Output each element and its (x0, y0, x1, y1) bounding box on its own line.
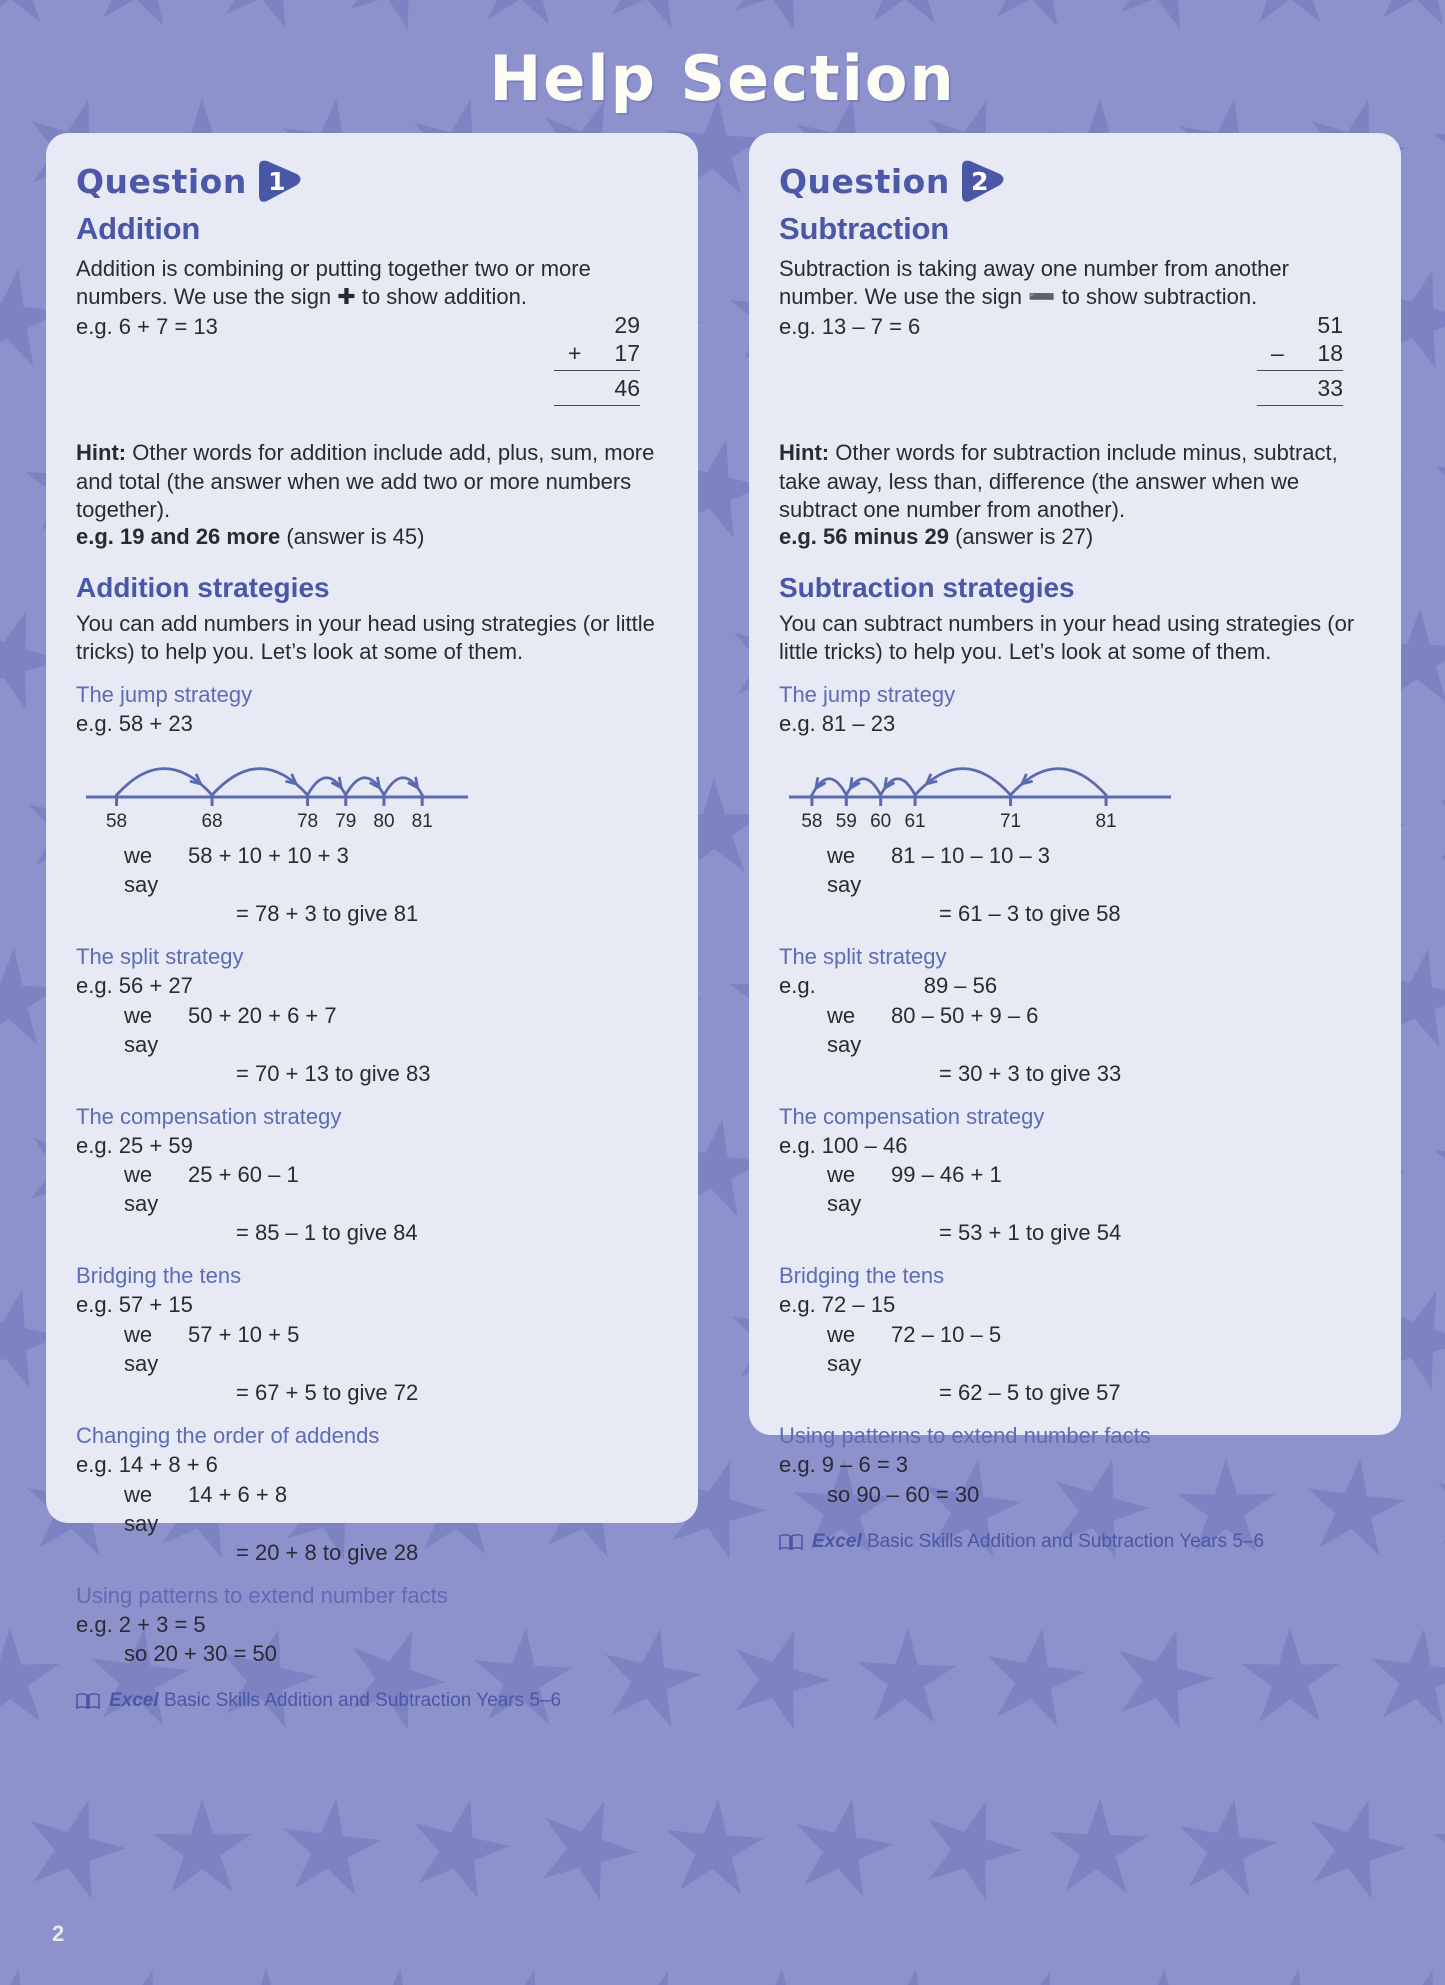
strategy-heading: Using patterns to extend number facts (779, 1422, 1151, 1448)
strategy-result: = 85 – 1 to give 84 (236, 1220, 418, 1246)
vsum-answer-row-1 (554, 374, 640, 402)
strategy-working-line (76, 1059, 668, 1088)
strategy-list-2 (779, 944, 1371, 1509)
strategy-working (76, 1001, 668, 1088)
strategy-example: e.g. 72 – 15 (779, 1292, 896, 1318)
example-row-1 (76, 311, 668, 409)
star-shape (0, 0, 60, 22)
strategy-example: e.g. 2 + 3 = 5 (76, 1611, 206, 1637)
working-result-2: = 61 – 3 to give 58 (939, 900, 1121, 926)
strategy-expression: 50 + 20 + 6 + 7 (188, 1002, 337, 1028)
vsum-top-1: 29 (614, 312, 640, 339)
star-shape (992, 1971, 1086, 1985)
star-shape (1438, 1460, 1445, 1559)
jump-strategy-working-1 (76, 841, 668, 928)
working-say-label-1: we say (124, 842, 159, 897)
strategy-working-line (76, 1378, 668, 1407)
working-result-1: = 78 + 3 to give 81 (236, 900, 419, 926)
working-line-say-2 (779, 841, 1371, 899)
strategy-working-line (76, 1320, 668, 1378)
strategies-title-2: Subtraction strategies (779, 571, 1075, 603)
strategy-say-label: we say (124, 1481, 159, 1536)
strategy-working-line (779, 1059, 1371, 1088)
strategy-heading: Changing the order of addends (76, 1422, 380, 1448)
number-line-tick-label: 68 (201, 810, 223, 832)
hint-text-2: Other words for subtraction include minus, subtract, take away, less than, difference (the answer when we subtract one number from another). (779, 440, 1338, 522)
star-shape (351, 0, 446, 30)
star-shape (666, 1798, 765, 1894)
star-shape (797, 1799, 894, 1897)
hint-label-2: Hint: (779, 440, 830, 466)
inline-example-2: e.g. 13 – 7 = 6 (779, 314, 921, 340)
star-shape (988, 0, 1086, 26)
hint-example-rest-1: (answer is 45) (286, 523, 425, 549)
strategy-say-label: we say (827, 1002, 862, 1057)
jump-strategy-heading-2: The jump strategy (779, 682, 956, 708)
strategy-say-label: we say (124, 1002, 159, 1057)
strategy-example: e.g. 100 – 46 (779, 1132, 908, 1158)
question-header-1 (76, 159, 668, 203)
vsum-rule-top-1 (554, 370, 640, 371)
working-expression-2: 81 – 10 – 10 – 3 (891, 842, 1051, 868)
strategy-result: = 62 – 5 to give 57 (939, 1379, 1121, 1405)
number-line-svg (76, 751, 476, 833)
strategy-expression: so 90 – 60 = 30 (827, 1481, 980, 1507)
vsum-rule-bottom-1 (554, 405, 640, 406)
star-shape (861, 1969, 958, 1985)
vsum-answer-row-2 (1257, 374, 1343, 402)
jump-strategy-heading-1: The jump strategy (76, 682, 253, 708)
jump-strategy-example-2: e.g. 81 – 23 (779, 711, 896, 737)
strategy-example: e.g. 25 + 59 (76, 1132, 193, 1158)
strategy-say-label: we say (827, 1321, 862, 1376)
number-line-tick-label: 79 (335, 810, 357, 832)
strategy-working (76, 1320, 668, 1407)
strategy-working-line (76, 1480, 668, 1538)
star-shape (1049, 1798, 1148, 1893)
reference-title-2: Basic Skills Addition and Subtraction Years 5–6 (866, 1530, 1265, 1552)
question-label-2: Question (779, 161, 950, 201)
vsum-sign-1: + (568, 340, 582, 367)
star-shape (736, 0, 830, 30)
strategies-intro-1: You can add numbers in your head using strategies (or little tricks) to help you. Let’s look at some of them. (76, 610, 655, 665)
working-line-say-1 (76, 841, 668, 899)
number-line-tick-label: 58 (105, 810, 128, 832)
page-number: 2 (52, 1921, 65, 1946)
number-line-diagram-2 (779, 751, 1371, 833)
star-shape (222, 0, 318, 28)
strategy-heading: The split strategy (76, 943, 244, 969)
strategy-working (779, 1160, 1371, 1247)
vsum-bottom-1: 17 (614, 340, 640, 367)
vsum-bottom-row-2 (1257, 339, 1343, 367)
hint-example-2 (779, 524, 1371, 550)
strategy-working (779, 1001, 1371, 1088)
strategy-working-line (779, 1378, 1371, 1407)
strategy-working (779, 1480, 1371, 1509)
vsum-bottom-row-1 (554, 339, 640, 367)
strategy-working-line (76, 1538, 668, 1567)
star-shape (153, 1798, 252, 1892)
star-shape (347, 1968, 445, 1985)
strategy-heading: Using patterns to extend number facts (76, 1582, 448, 1608)
star-shape (1375, 1970, 1445, 1985)
star-shape (1436, 439, 1445, 537)
vsum-bottom-2: 18 (1317, 340, 1343, 367)
reference-text-2 (812, 1531, 1264, 1553)
star-shape (857, 0, 956, 23)
star-shape (91, 0, 189, 25)
strategy-result: = 67 + 5 to give 72 (236, 1379, 419, 1405)
question-number-text-1: 1 (268, 166, 286, 196)
star-shape (1433, 1798, 1445, 1892)
number-line-diagram-1 (76, 751, 668, 833)
vertical-sum-2 (1257, 311, 1343, 409)
question-card-2 (749, 133, 1401, 1552)
working-line-result-2 (779, 899, 1371, 928)
strategy-working-line (779, 1480, 1371, 1509)
strategy-working-line (779, 1320, 1371, 1378)
strategy-heading: The compensation strategy (76, 1103, 342, 1129)
star-shape (474, 0, 573, 24)
vsum-top-2: 51 (1317, 312, 1343, 339)
strategies-title-1: Addition strategies (76, 571, 330, 603)
reference-brand-2: Excel (812, 1530, 862, 1552)
working-line-result-1 (76, 899, 668, 928)
strategy-working (76, 1639, 668, 1668)
reference-brand-1: Excel (109, 1690, 159, 1712)
star-shape (1180, 1799, 1278, 1897)
jump-strategy-working-2 (779, 841, 1371, 928)
hint-label-1: Hint: (76, 440, 127, 466)
hint-example-bold-2: e.g. 56 minus 29 (779, 523, 949, 549)
star-shape (543, 1801, 638, 1900)
strategy-working-line (779, 1160, 1371, 1218)
vsum-answer-2: 33 (1317, 375, 1343, 402)
book-reference-2 (779, 1531, 1371, 1553)
jump-strategy-example-1: e.g. 58 + 23 (76, 711, 193, 737)
operation-title-1: Addition (76, 211, 201, 246)
strategy-example: e.g. 57 + 15 (76, 1292, 193, 1318)
working-say-label-2: we say (827, 842, 862, 897)
hint-example-1 (76, 524, 668, 550)
number-line-tick-label: 81 (411, 810, 433, 832)
strategy-working-line (76, 1639, 668, 1668)
number-line-tick-label: 78 (296, 810, 319, 832)
open-book-icon (779, 1533, 803, 1551)
star-shape (1113, 1968, 1212, 1985)
hint-text-1: Other words for addition include add, plus, sum, more and total (the answer when we add two or more numbers together). (76, 440, 655, 522)
star-shape (988, 1629, 1086, 1727)
star-shape (95, 1970, 190, 1985)
question-card-1 (46, 133, 698, 1712)
star-shape (1311, 1800, 1406, 1899)
example-row-2 (779, 311, 1371, 409)
content-columns (46, 133, 1401, 1712)
star-shape (217, 1968, 316, 1985)
question-label-1: Question (76, 161, 247, 201)
operation-intro-2: Subtraction is taking away one number from another number. We use the sign ➖ to show subtraction. (779, 256, 1289, 310)
number-line-tick-label: 58 (801, 810, 823, 832)
strategy-example: e.g. 9 – 6 = 3 (779, 1451, 909, 1477)
number-line-tick-label: 59 (835, 810, 857, 832)
star-shape (1434, 1118, 1445, 1214)
question-number-badge-1 (257, 159, 303, 203)
strategy-heading: The split strategy (779, 943, 947, 969)
operation-title-2: Subtraction (779, 211, 950, 246)
operation-intro-1: Addition is combining or putting together two or more numbers. We use the sign ✚ to show addition. (76, 256, 591, 310)
vsum-top-row-1 (554, 311, 640, 339)
number-line-tick-label: 81 (1095, 810, 1117, 832)
vsum-sign-2: – (1271, 340, 1284, 367)
star-shape (414, 1800, 510, 1899)
star-shape (607, 1971, 702, 1985)
vsum-rule-top-2 (1257, 370, 1343, 371)
strategy-working (76, 1480, 668, 1567)
hint-block-1 (76, 439, 668, 523)
question-number-text-2: 2 (971, 166, 989, 196)
strategy-say-label: we say (827, 1162, 862, 1217)
strategy-working-line (76, 1001, 668, 1059)
question-header-2 (779, 159, 1371, 203)
strategy-example: e.g. 56 + 27 (76, 972, 193, 998)
strategy-working (779, 1320, 1371, 1407)
strategy-expression: 14 + 6 + 8 (188, 1481, 288, 1507)
number-line-tick-label: 61 (904, 810, 926, 832)
strategy-heading: Bridging the tens (76, 1263, 242, 1289)
vsum-top-row-2 (1257, 311, 1343, 339)
working-expression-1: 58 + 10 + 10 + 3 (188, 842, 349, 868)
star-shape (1371, 0, 1445, 25)
page-title: Help Section (489, 42, 956, 115)
strategy-expression: 72 – 10 – 5 (891, 1321, 1002, 1347)
star-shape (1119, 1630, 1214, 1729)
star-shape (31, 1800, 126, 1899)
strategy-working-line (779, 1218, 1371, 1247)
star-shape (1244, 1969, 1342, 1985)
strategy-say-label: we say (124, 1162, 159, 1217)
strategy-working-line (779, 1001, 1371, 1059)
strategy-result: = 20 + 8 to give 28 (236, 1539, 419, 1565)
inline-example-1: e.g. 6 + 7 = 13 (76, 314, 218, 340)
strategy-say-label: we say (124, 1321, 159, 1376)
strategy-result: = 53 + 1 to give 54 (939, 1220, 1122, 1246)
book-reference-1 (76, 1690, 668, 1712)
star-shape (1371, 1628, 1445, 1725)
question-number-badge-2 (960, 159, 1006, 203)
star-shape (605, 0, 702, 27)
strategy-result: = 70 + 13 to give 83 (236, 1060, 431, 1086)
star-shape (283, 1798, 381, 1895)
hint-block-2 (779, 439, 1371, 523)
strategy-example-label: e.g. (779, 972, 816, 998)
reference-title-1: Basic Skills Addition and Subtraction Years 5–6 (163, 1690, 562, 1712)
strategy-working-line (76, 1160, 668, 1218)
star-shape (0, 1628, 60, 1722)
star-shape (1241, 1628, 1340, 1722)
star-shape (736, 1631, 830, 1730)
vertical-sum-1 (554, 311, 640, 409)
hint-example-bold-1: e.g. 19 and 26 more (76, 523, 281, 549)
strategy-heading: Bridging the tens (779, 1263, 945, 1289)
strategy-expression: 80 – 50 + 9 – 6 (891, 1002, 1039, 1028)
strategy-example: e.g. 14 + 8 + 6 (76, 1451, 218, 1477)
strategy-working (76, 1160, 668, 1247)
open-book-icon (76, 1692, 100, 1710)
vsum-answer-1: 46 (614, 375, 640, 402)
strategy-expression: so 20 + 30 = 50 (124, 1641, 277, 1667)
strategy-expression: 99 – 46 + 1 (891, 1162, 1002, 1188)
reference-text-1 (109, 1690, 561, 1712)
strategy-example-value: 89 – 56 (923, 972, 998, 998)
vsum-rule-bottom-2 (1257, 405, 1343, 406)
star-shape (1440, 781, 1445, 880)
strategy-example (779, 972, 1371, 1001)
star-shape (730, 1968, 829, 1985)
star-shape (478, 1970, 574, 1985)
number-line-tick-label: 71 (999, 810, 1022, 832)
strategy-list-1 (76, 944, 668, 1668)
number-line-tick-label: 60 (870, 810, 892, 832)
star-shape (0, 1969, 61, 1985)
hint-example-rest-2: (answer is 27) (955, 523, 1094, 549)
star-shape (1241, 0, 1340, 22)
star-shape (1119, 0, 1214, 29)
star-shape (857, 1628, 956, 1723)
strategy-heading: The compensation strategy (779, 1103, 1045, 1129)
number-line-svg (779, 751, 1179, 833)
star-shape (928, 1801, 1022, 1900)
strategy-result: = 30 + 3 to give 33 (939, 1060, 1122, 1086)
strategy-expression: 57 + 10 + 5 (188, 1321, 300, 1347)
strategy-working-line (76, 1218, 668, 1247)
number-line-tick-label: 80 (373, 810, 395, 832)
strategy-expression: 25 + 60 – 1 (188, 1162, 299, 1188)
strategies-intro-2: You can subtract numbers in your head using strategies (or little tricks) to help you. Let’s look at some of them. (779, 610, 1355, 665)
